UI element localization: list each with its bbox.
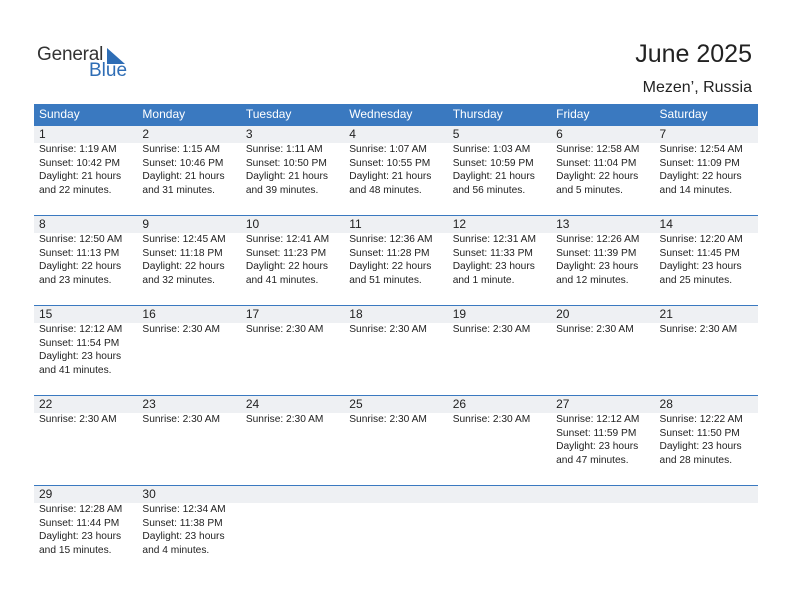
day-number: 14 [659,217,673,231]
logo-text-blue: Blue [89,60,128,81]
day-detail-line: Sunset: 10:42 PM [39,157,120,169]
day-number: 21 [659,307,673,321]
logo-text-general: General [37,44,104,65]
day-cell [551,125,654,215]
day-detail-line: Sunrise: 12:20 AM [659,234,743,245]
day-detail-line: Sunrise: 12:45 AM [142,234,226,245]
day-detail-line: Sunrise: 2:30 AM [452,414,531,425]
day-cell [344,305,447,395]
day-cell [344,485,447,575]
day-detail-line: and 39 minutes. [245,184,319,196]
day-detail-line: Sunset: 11:18 PM [142,247,223,259]
week-row [34,125,758,215]
day-detail-line: Sunrise: 12:12 AM [39,324,123,335]
day-cell [655,395,758,485]
week-row [34,215,758,305]
day-detail-line: Daylight: 23 hours [659,441,742,452]
day-number: 16 [142,307,156,321]
day-detail-line: Sunrise: 2:30 AM [245,324,324,335]
day-cell [655,215,758,305]
day-cell [241,125,344,215]
day-cell [551,215,654,305]
day-cell [137,485,240,575]
weekday-monday: Monday [142,107,186,121]
day-detail-line: Daylight: 21 hours [245,171,328,182]
day-number: 13 [556,217,570,231]
day-detail-line: Sunrise: 2:30 AM [556,324,634,335]
weekday-thursday: Thursday [452,107,503,121]
day-detail-line: Daylight: 22 hours [659,171,742,182]
weekday-friday: Friday [556,107,590,121]
day-detail-line: and 41 minutes. [245,274,319,286]
day-detail-line: and 41 minutes. [39,364,112,376]
day-detail-line: Sunrise: 1:19 AM [39,144,117,155]
day-detail-line: Sunset: 10:55 PM [349,157,431,169]
week-row [34,485,758,575]
day-detail-line: and 51 minutes. [349,274,422,286]
day-number: 7 [659,127,667,141]
day-detail-line: Daylight: 21 hours [142,171,225,182]
day-number: 17 [245,307,260,321]
day-number: 29 [39,487,53,501]
calendar-weeks [34,125,758,575]
day-detail-line: Sunrise: 12:41 AM [245,234,330,245]
day-number: 27 [556,397,570,411]
day-cell [448,125,551,215]
day-detail-line: Sunrise: 1:11 AM [245,144,323,155]
day-number: 25 [349,397,363,411]
day-number: 5 [452,127,460,141]
week-row [34,305,758,395]
day-detail-line: Sunrise: 2:30 AM [142,414,221,425]
day-cell [448,215,551,305]
day-number: 2 [142,127,150,141]
day-number: 3 [245,127,253,141]
day-cell [344,125,447,215]
day-cell [137,395,240,485]
day-number: 12 [452,217,467,231]
day-detail-line: Daylight: 22 hours [349,261,432,272]
day-detail-line: and 48 minutes. [349,184,422,196]
day-detail-line: and 23 minutes. [39,274,112,286]
day-cell [241,305,344,395]
day-cell [655,125,758,215]
day-detail-line: Sunset: 11:54 PM [39,337,120,349]
day-detail-line: Sunrise: 12:22 AM [659,414,743,425]
day-number: 24 [245,397,260,411]
day-detail-line: Sunrise: 1:07 AM [349,144,427,155]
day-detail-line: Sunset: 11:39 PM [556,247,637,259]
day-detail-line: Sunset: 10:46 PM [142,157,224,169]
day-cell [34,305,137,395]
weekday-saturday: Saturday [659,107,708,121]
day-detail-line: and 14 minutes. [659,184,733,196]
day-detail-line: Daylight: 22 hours [556,171,639,182]
page-title: June 2025 [635,40,752,68]
day-cell [241,395,344,485]
day-cell [655,305,758,395]
day-detail-line: Sunset: 11:23 PM [245,247,327,259]
day-cell [344,395,447,485]
day-cell [448,305,551,395]
day-detail-line: and 28 minutes. [659,454,733,466]
day-cell [137,215,240,305]
day-detail-line: Daylight: 23 hours [39,531,122,542]
day-detail-line: Sunrise: 2:30 AM [245,414,324,425]
day-detail-line: Sunrise: 12:26 AM [556,234,640,245]
day-detail-line: Sunset: 11:28 PM [349,247,430,259]
day-number [453,485,551,503]
day-cell [551,305,654,395]
day-number: 19 [452,307,467,321]
day-detail-line: Sunset: 10:50 PM [245,157,327,169]
day-detail-line: Sunset: 11:50 PM [659,427,740,439]
day-detail-line: Sunrise: 2:30 AM [349,414,427,425]
day-number: 22 [39,397,53,411]
day-detail-line: Sunrise: 12:50 AM [39,234,123,245]
day-detail-line: and 15 minutes. [39,544,112,556]
day-detail-line: Sunrise: 12:12 AM [556,414,640,425]
day-cell [241,485,344,575]
weekday-sunday: Sunday [39,107,80,121]
day-number: 11 [349,217,362,231]
day-detail-line: Sunrise: 12:31 AM [452,234,536,245]
day-detail-line: Daylight: 22 hours [245,261,328,272]
day-number [556,485,654,503]
day-detail-line: Sunrise: 2:30 AM [452,324,531,335]
week-row [34,395,758,485]
weekday-tuesday: Tuesday [245,107,292,121]
day-cell [448,395,551,485]
day-number: 30 [142,487,156,501]
day-detail-line: Sunset: 11:38 PM [142,517,223,529]
day-number: 6 [556,127,563,141]
day-detail-line: Sunrise: 12:54 AM [659,144,743,155]
day-detail-line: Daylight: 21 hours [452,171,535,182]
day-cell [241,215,344,305]
day-number: 28 [659,397,673,411]
day-detail-line: Sunrise: 1:03 AM [452,144,531,155]
day-number [246,485,344,503]
day-detail-line: Sunrise: 12:36 AM [349,234,433,245]
day-detail-line: Daylight: 21 hours [39,171,122,182]
day-detail-line: and 47 minutes. [556,454,629,466]
day-cell [34,485,137,575]
day-detail-line: Sunrise: 1:15 AM [142,144,221,155]
day-detail-line: and 12 minutes. [556,274,629,286]
day-cell [551,395,654,485]
day-detail-line: Sunrise: 2:30 AM [142,324,221,335]
day-detail-line: Sunset: 11:04 PM [556,157,637,169]
day-detail-line: Daylight: 22 hours [39,261,122,272]
day-detail-line: and 4 minutes. [142,544,210,556]
day-number: 4 [349,127,356,141]
day-detail-line: and 32 minutes. [142,274,215,286]
day-cell [137,125,240,215]
day-detail-line: Sunset: 11:59 PM [556,427,637,439]
day-number: 1 [39,127,46,141]
day-detail-line: Sunset: 11:13 PM [39,247,120,259]
day-cell [137,305,240,395]
weekday-wednesday: Wednesday [349,107,413,121]
day-detail-line: and 1 minute. [452,274,515,286]
day-detail-line: Sunset: 11:45 PM [659,247,740,259]
day-number: 20 [556,307,570,321]
day-detail-line: Sunrise: 12:28 AM [39,504,123,515]
day-detail-line: Sunrise: 12:34 AM [142,504,226,515]
day-number [349,485,447,503]
day-cell [34,125,137,215]
day-number: 15 [39,307,53,321]
day-detail-line: and 5 minutes. [556,184,623,196]
logo [37,44,137,80]
day-cell [655,485,758,575]
day-number: 23 [142,397,156,411]
day-cell [448,485,551,575]
day-detail-line: and 56 minutes. [452,184,526,196]
day-number: 9 [142,217,150,231]
day-detail-line: Sunset: 10:59 PM [452,157,534,169]
calendar-grid [34,104,758,575]
day-detail-line: Daylight: 22 hours [142,261,225,272]
location-label: Mezen’, Russia [642,79,752,96]
day-detail-line: Daylight: 23 hours [556,441,639,452]
day-cell [34,395,137,485]
day-detail-line: and 22 minutes. [39,184,112,196]
day-detail-line: Daylight: 23 hours [142,531,225,542]
day-detail-line: and 25 minutes. [659,274,733,286]
day-detail-line: Sunset: 11:44 PM [39,517,120,529]
day-detail-line: Sunrise: 2:30 AM [349,324,427,335]
day-detail-line: Sunrise: 12:58 AM [556,144,640,155]
day-cell [344,215,447,305]
day-number: 18 [349,307,363,321]
day-number: 26 [452,397,467,411]
day-detail-line: and 31 minutes. [142,184,215,196]
day-detail-line: Daylight: 23 hours [39,351,122,362]
day-detail-line: Sunrise: 2:30 AM [39,414,117,425]
day-number [660,485,758,503]
day-number: 8 [39,217,46,231]
day-detail-line: Daylight: 21 hours [349,171,432,182]
day-cell [551,485,654,575]
day-detail-line: Daylight: 23 hours [556,261,639,272]
day-detail-line: Sunset: 11:33 PM [452,247,533,259]
day-number: 10 [245,217,260,231]
weekday-header [34,104,758,125]
day-detail-line: Sunrise: 2:30 AM [659,324,738,335]
day-detail-line: Daylight: 23 hours [452,261,535,272]
day-cell [34,215,137,305]
day-detail-line: Daylight: 23 hours [659,261,742,272]
day-detail-line: Sunset: 11:09 PM [659,157,740,169]
